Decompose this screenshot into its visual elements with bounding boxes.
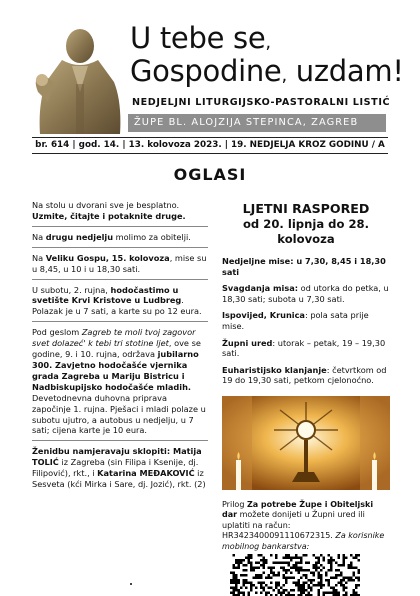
announcement: U subotu, 2. rujna, hodočastimo u svetište Krvi Kristove u Ludbreg. Polazak je u 7 sati, a karte su po 12 eura.	[32, 283, 208, 323]
masthead-subtitle: NEDJELJNI LITURGIJSKO-PASTORALNI LISTIĆ	[132, 97, 391, 108]
announcement: Na drugu nedjelju molimo za obitelji.	[32, 230, 208, 248]
donation-info: Prilog Za potrebe Župe i Obiteljski dar možete donijeti u Župni ured ili uplatiti na račun: HR3423400091110672315. Za korisnike mobilnog bankarstva:	[222, 499, 385, 551]
divider	[32, 153, 388, 154]
announcement: Na stolu u dvorani sve je besplatno. Uzmite, čitajte i potaknite druge.	[32, 198, 208, 227]
issue-line: br. 614 | god. 14. | 13. kolovoza 2023. | 19. NEDJELJA KROZ GODINU / A	[35, 140, 385, 150]
payment-qr-code[interactable]	[230, 554, 360, 596]
schedule-column	[222, 198, 390, 596]
schedule-item: Nedjeljne mise: u 7,30, 8,45 i 18,30 sati	[222, 256, 386, 277]
page-dot	[130, 583, 132, 585]
parish-band: ŽUPE BL. ALOJZIJA STEPINCA, ZAGREB	[128, 114, 386, 132]
schedule-item: Župni ured: utorak – petak, 19 – 19,30 sati.	[222, 337, 386, 359]
monstrance-photo	[222, 396, 390, 490]
schedule-dates: od 20. lipnja do 28. kolovoza	[242, 217, 370, 246]
statue-image	[32, 22, 130, 134]
section-title: OGLASI	[173, 165, 247, 184]
schedule-item: Svagdanja misa: od utorka do petka, u 18,30 sati; subota u 7,30 sati.	[222, 283, 389, 304]
announcements-column	[32, 198, 208, 497]
announcement: Ženidbu namjeravaju sklopiti: Matija TOLIĆ iz Zagreba (sin Filipa i Ksenije, dj. Filipović), rkt., i Katarina MEĐAKOVIĆ iz Sesveta (kći Mirka i Sare, dj. Jozić), rkt. (2)	[32, 446, 206, 490]
header	[0, 0, 420, 140]
announcement: Pod geslom Zagreb te moli tvoj zagovor svet dolazeć' k tebi tri stotine ljet, ove se godine, 9. i 10. rujna, održava jubilarno 300. Zavjetno hodočašće vjernika grada Zagreba u Mariju Bistricu i Nadbiskupijsko hodočašće mladih. Devetodnevna duhovna priprava započinje 1. rujna. Pješaci i mladi polaze u subotu ujutro, a autobus u nedjelju, u 7 sati; cijena karte je 10 eura.	[32, 325, 208, 441]
divider	[32, 137, 388, 138]
schedule-item: Euharistijsko klanjanje: četvrtkom od 19 do 19,30 sati, petkom cjelonoćno.	[222, 364, 387, 386]
masthead-title-line2: Gospodine, uzdam!	[130, 54, 404, 88]
masthead-title-line1: U tebe se,	[130, 21, 271, 55]
announcement: Na Veliku Gospu, 15. kolovoza, mise su u 8,45, u 10 i u 18,30 sati.	[32, 251, 208, 280]
schedule-item: Ispovijed, Krunica: pola sata prije mise.	[222, 310, 369, 331]
schedule-title: LJETNI RASPORED	[242, 201, 370, 216]
